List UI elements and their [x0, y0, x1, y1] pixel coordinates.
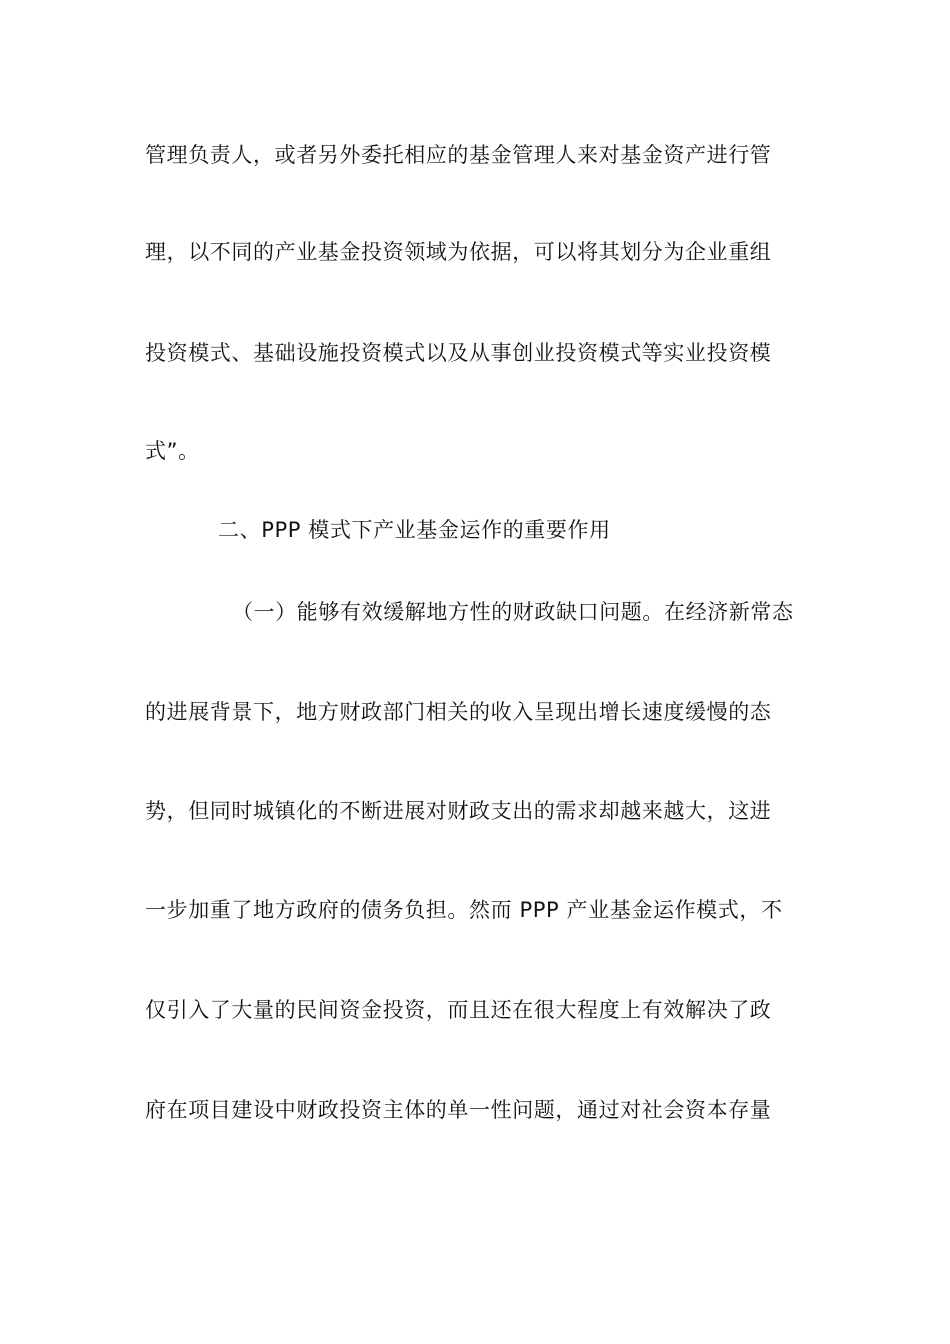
text-line: 式”。 [145, 439, 200, 463]
text-line: 一步加重了地方政府的债务负担。然而 PPP 产业基金运作模式，不 [145, 898, 783, 922]
text-line: 府在项目建设中财政投资主体的单一性问题，通过对社会资本存量 [145, 1098, 772, 1122]
text-line: （一）能够有效缓解地方性的财政缺口问题。在经济新常态 [232, 600, 794, 624]
section-heading: 二、PPP 模式下产业基金运作的重要作用 [218, 518, 611, 542]
text-line: 投资模式、基础设施投资模式以及从事创业投资模式等实业投资模 [145, 341, 772, 365]
text-line: 理，以不同的产业基金投资领域为依据，可以将其划分为企业重组 [145, 240, 772, 264]
text-line: 仅引入了大量的民间资金投资，而且还在很大程度上有效解决了政 [145, 998, 772, 1022]
text-line: 势，但同时城镇化的不断进展对财政支出的需求却越来越大，这进 [145, 799, 772, 823]
text-line: 管理负责人，或者另外委托相应的基金管理人来对基金资产进行管 [145, 143, 772, 167]
text-line: 的进展背景下，地方财政部门相关的收入呈现出增长速度缓慢的态 [145, 700, 772, 724]
